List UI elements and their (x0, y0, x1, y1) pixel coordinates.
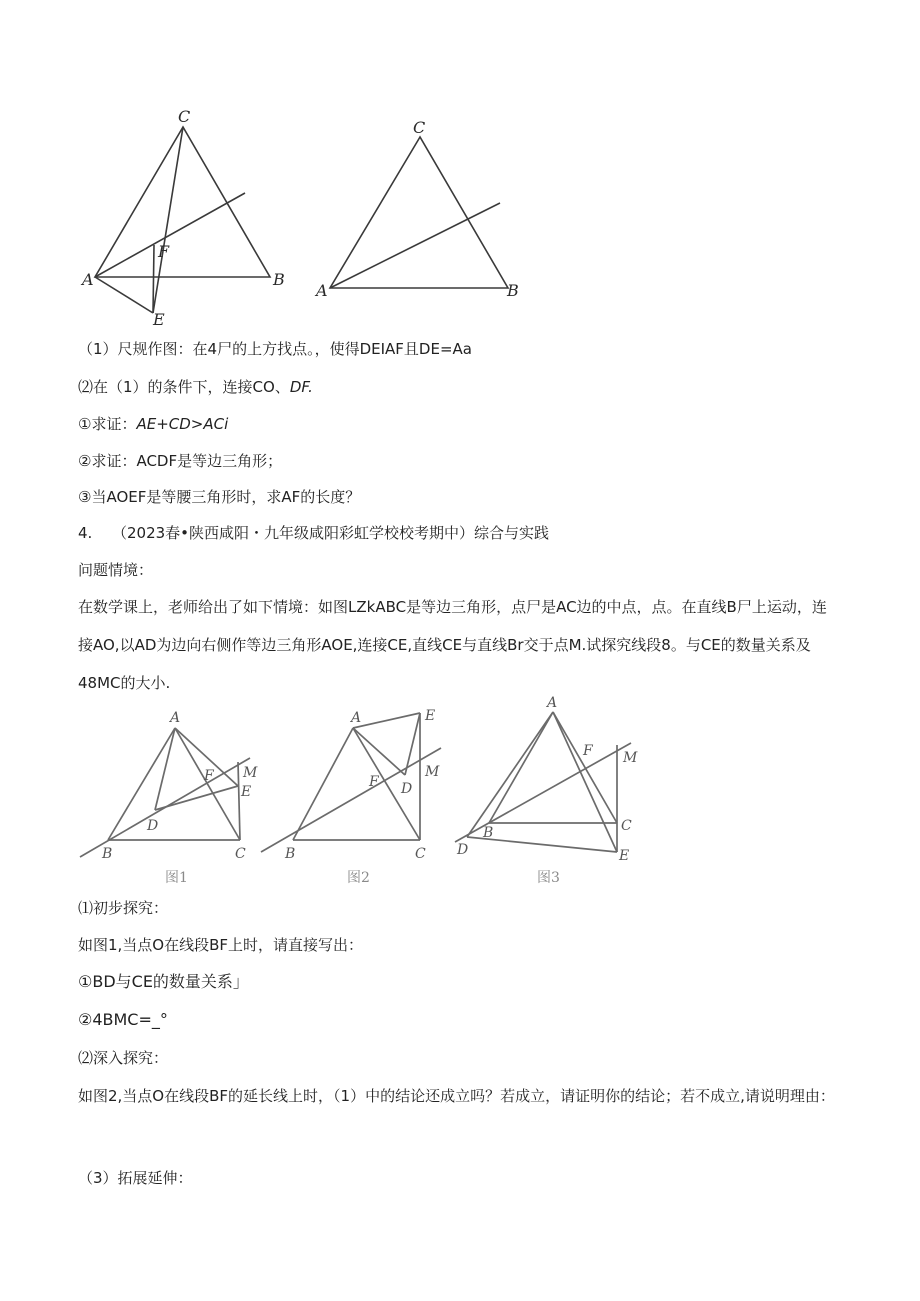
label-b: B (102, 846, 113, 862)
figure-top-right (310, 115, 530, 305)
label-b: B (507, 281, 519, 300)
figure-3 (445, 690, 645, 890)
label-f: F (158, 242, 170, 261)
line-ac (553, 712, 617, 823)
line-bf-extended (455, 743, 631, 842)
part1-text: 如图1,当点O在线段BF上时，请直接写出： (78, 936, 364, 954)
q2a-text (78, 414, 228, 434)
q2a-prefix: ①求证： (78, 415, 137, 433)
figure-caption: 图3 (537, 870, 560, 886)
q2-italic: DF. (289, 378, 313, 396)
line-ad (155, 728, 175, 810)
label-a: A (82, 270, 94, 289)
part3-title: （3）拓展延伸： (78, 1169, 193, 1187)
label-m: M (243, 765, 258, 781)
q1-text: （1）尺规作图：在4尸的上方找点。，使得DEIAF且DE=Aa (78, 340, 472, 358)
label-d: D (457, 842, 469, 858)
label-b: B (285, 846, 296, 862)
q2b-text: ②求证：ACDF是等边三角形； (78, 452, 283, 470)
line-ad (467, 712, 553, 837)
figure-1 (80, 700, 280, 890)
part2-text: 如图2,当点O在线段BF的延长线上时，（1）中的结论还成立吗？若成立，请证明你的结论；若不成立,请说明理由： (78, 1087, 835, 1105)
problem4-source: （2023春•陕西咸阳・九年级咸阳彩虹学校校考期中）综合与实践 (112, 524, 550, 542)
label-c: C (415, 846, 426, 862)
line-ac (175, 728, 240, 840)
label-d: D (401, 781, 413, 797)
figure-top-left (80, 105, 300, 330)
q2c-text: ③当AOEF是等腰三角形时，求AF的长度？ (78, 488, 361, 506)
figure-2 (255, 700, 455, 890)
label-e: E (619, 848, 630, 864)
label-f: F (204, 768, 214, 784)
label-a: A (316, 281, 328, 300)
line-bf-extended (261, 748, 441, 852)
label-e: E (153, 310, 165, 329)
label-f: F (369, 774, 379, 790)
label-f: F (583, 743, 593, 759)
label-c: C (621, 818, 632, 834)
problem4-number: 4. (78, 524, 93, 542)
line-ae (353, 713, 420, 728)
label-m: M (623, 750, 638, 766)
part1-a: ①BD与CE的数量关系」 (78, 972, 249, 991)
line-ab (293, 728, 353, 840)
label-d: D (147, 818, 159, 834)
line-de (405, 713, 420, 775)
label-c: C (235, 846, 246, 862)
situation-title: 问题情境： (78, 561, 154, 579)
line-fe (153, 245, 154, 313)
label-e: E (425, 708, 436, 724)
label-a: A (547, 695, 558, 711)
part2-title: ⑵深入探究： (78, 1049, 169, 1067)
problem4-header (78, 523, 549, 543)
label-b: B (273, 270, 285, 289)
line-ad (353, 728, 405, 775)
line-ae (95, 277, 153, 313)
label-a: A (170, 710, 181, 726)
triangle-abc (95, 127, 270, 277)
line-c-to-e (153, 127, 183, 313)
label-m: M (425, 764, 440, 780)
label-e: E (241, 784, 252, 800)
label-c: C (178, 107, 191, 126)
line-ab (108, 728, 175, 840)
label-c: C (413, 118, 426, 137)
part1-title: ⑴初步探究： (78, 899, 169, 917)
line-ce-extended (238, 762, 240, 840)
line-ab (489, 712, 553, 823)
figure-caption: 图2 (347, 870, 370, 886)
q2a-italic: AE+CD>ACi (136, 415, 229, 433)
situation-text: 在数学课上，老师给出了如下情境：如图LZkABC是等边三角形，点尸是AC边的中点，点。在直线B尸上运动，连接AO,以AD为边向右侧作等边三角形AOE,连接CE,直线CE与直线Br交于点M.试探究线段8。与CE的数量关系及48MC的大小. (78, 598, 827, 692)
figure-caption: 图1 (165, 870, 188, 886)
label-a: A (351, 710, 362, 726)
part1-b: ②4BMC=_° (78, 1010, 168, 1029)
q2-prefix: ⑵在（1）的条件下，连接CO、 (78, 378, 290, 396)
q2-text (78, 377, 313, 397)
label-b: B (483, 825, 494, 841)
